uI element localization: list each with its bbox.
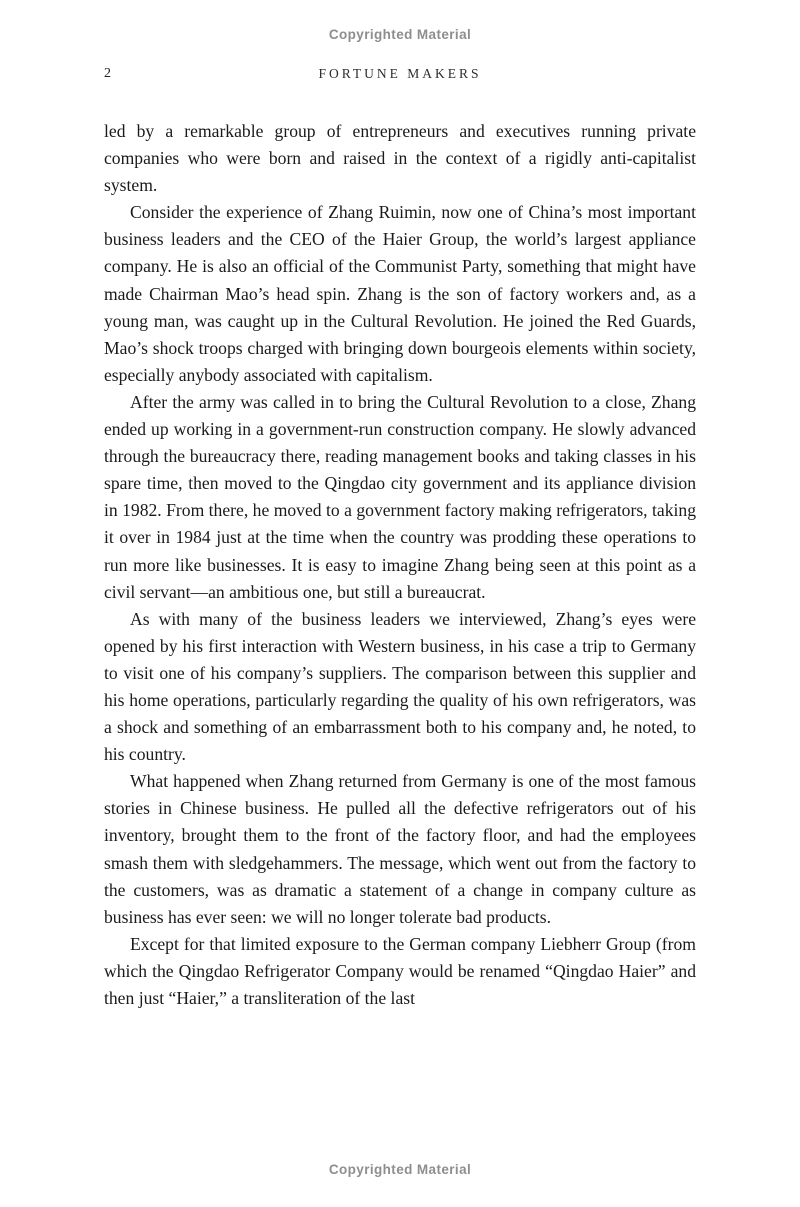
paragraph: Consider the experience of Zhang Ruimin, now one of China’s most important business leaders and the CEO of the Haier Group, the world’s largest appliance company. He is also an official of the Communist Party, something that might have made Chairman Mao’s head spin. Zhang is the son of factory workers and, as a young man, was caught up in the Cultural Revolution. He joined the Red Guards, Mao’s shock troops charged with bringing down bourgeois elements within society, especially anybody associated with capitalism.	[104, 202, 696, 385]
copyright-notice-top: Copyrighted Material	[328, 27, 472, 42]
paragraph: Except for that limited exposure to the German company Liebherr Group (from which the Qingdao Refrigerator Company would be renamed “Qingdao Haier” and then just “Haier,” a transliteration of the last	[104, 933, 696, 1008]
running-title: FORTUNE MAKERS	[318, 66, 482, 81]
paragraph-continuation: led by a remarkable group of entrepreneurs and executives running private companies who were born and raised in the context of a rigidly anti-capitalist system.	[104, 121, 696, 196]
paragraph: As with many of the business leaders we interviewed, Zhang’s eyes were opened by his first interaction with Western business, in his case a trip to Germany to visit one of his company’s suppliers. The comparison between this supplier and his home operations, particularly regarding the quality of his own refrigerators, was a shock and something of an embarrassment both to his company and, he noted, to his country.	[104, 608, 696, 765]
running-header	[0, 65, 800, 82]
page-number: 2	[104, 66, 112, 81]
paragraph: What happened when Zhang returned from Germany is one of the most famous stories in Chinese business. He pulled all the defective refrigerators out of his inventory, brought them to the front of the factory floor, and had the employees smash them with sledgehammers. The message, which went out from the factory to the customers, was as dramatic a statement of a change in company culture as business has ever seen: we will no longer tolerate bad products.	[104, 771, 696, 927]
paragraph: After the army was called in to bring the Cultural Revolution to a close, Zhang ended up working in a government-run construction company. He slowly advanced through the bureaucracy there, reading management books and taking classes in his spare time, then moved to the Qingdao city government and its appliance division in 1982. From there, he moved to a government factory making refrigerators, taking it over in 1984 just at the time when the country was prodding these operations to run more like businesses. It is easy to imagine Zhang being seen at this point as a civil servant—an ambitious one, but still a bureaucrat.	[104, 391, 696, 602]
copyright-notice-bottom: Copyrighted Material	[328, 1162, 472, 1177]
body-text	[104, 118, 696, 1012]
